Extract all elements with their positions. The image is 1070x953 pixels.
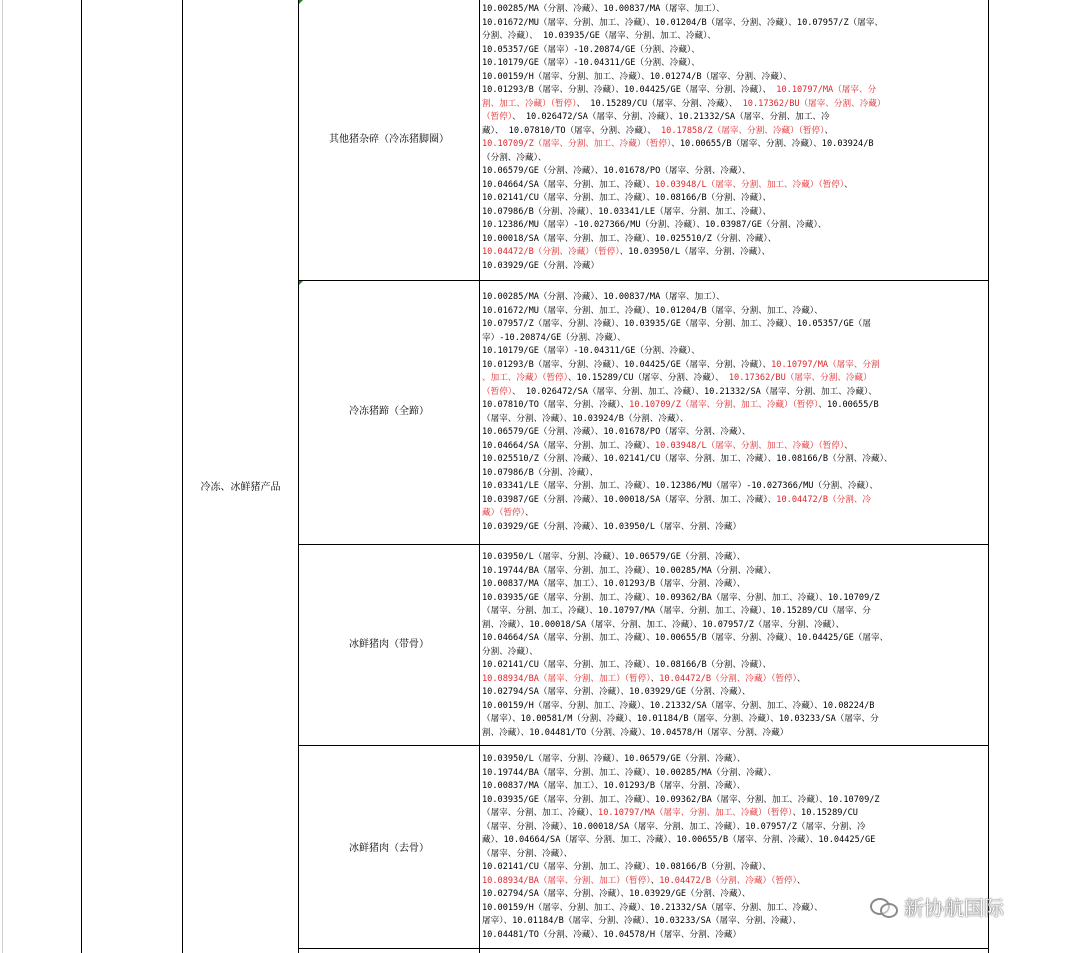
plant-entry: 10.03987/GE（分割、冷藏）、10.00018/SA（屠宰、分割、加工、冷藏）、 <box>482 494 777 505</box>
plant-list-line <box>482 521 986 535</box>
plant-entry: 、 <box>524 508 534 518</box>
plant-entry: 宰）-10.20874/GE（分割、冷藏）、 <box>482 332 626 343</box>
row-divider <box>298 544 989 545</box>
plant-entry: 割、冷藏）、10.04481/TO（分割、冷藏）、10.04578/H（屠宰、分割、冷藏） <box>482 727 789 738</box>
plant-entry: 10.19744/BA（屠宰、分割、加工、冷藏）、10.00285/MA（分割、冷藏）、 <box>482 565 777 576</box>
suspended-entry: 10.10797/MA（屠宰、分割 <box>771 359 880 370</box>
plant-entry: 10.00159/H（屠宰、分割、加工、冷藏）、10.21332/SA（屠宰、分割、加工、冷藏）、10.08224/B <box>482 700 875 711</box>
plant-list-line <box>482 794 986 808</box>
plant-entry: 10.03341/LE（屠宰、分割、加工、冷藏）、10.12386/MU（屠宰）-10.027366/MU（分割、冷藏）、 <box>482 481 878 491</box>
plant-list-line <box>482 233 986 247</box>
plant-entry: 10.04664/SA（屠宰、分割、加工、冷藏）、 <box>482 440 655 451</box>
plant-entry: 10.02141/CU（屠宰、分割、加工、冷藏）、10.08166/B（分割、冷藏）、 <box>482 862 772 872</box>
plant-entry: 10.00018/SA（屠宰、分割、加工、冷藏）、10.025510/Z（分割、冷藏）、 <box>482 233 777 244</box>
category-label: 冷冻、冰鲜猪产品 <box>200 482 281 493</box>
plant-entry: 藏）、 10.07810/TO（屠宰、分割、冷藏）、 <box>482 125 661 136</box>
plant-list-line <box>482 17 986 31</box>
plant-list-line <box>482 219 986 233</box>
plant-list-line <box>482 206 986 220</box>
plant-list-line <box>482 386 986 400</box>
plant-list-line <box>482 246 986 260</box>
row-divider <box>298 745 989 746</box>
plant-list-line <box>482 727 986 741</box>
column-divider <box>182 0 183 953</box>
plant-entry: 、 10.026472/SA（屠宰、分割、冷藏）、10.21332/SA（屠宰、分割、加工、冷 <box>512 112 830 122</box>
plant-list-line <box>482 605 986 619</box>
plant-entry: 、 10.026472/SA（屠宰、分割、加工、冷藏）、10.21332/SA（屠宰、分割、加工、冷藏）、 <box>512 386 877 397</box>
plant-list-line <box>482 780 986 794</box>
plant-entry: （屠宰、分割、加工、冷藏）、 <box>482 808 599 818</box>
suspended-entry: 10.10709/Z（屠宰、分割、加工、冷藏）（暂停） <box>482 139 672 149</box>
plant-entry: 屠宰）、10.01184/B（屠宰、分割、冷藏）、10.03233/SA（屠宰、分割、冷藏）、 <box>482 916 802 926</box>
plant-entry: 、 <box>844 440 853 451</box>
plant-entry: 10.12386/MU（屠宰）-10.027366/MU（分割、冷藏）、10.03987/GE（分割、冷藏）、 <box>482 220 827 230</box>
plant-list-line <box>482 686 986 700</box>
plant-list-line <box>482 767 986 781</box>
plant-entry: 10.07957/Z（屠宰、分割、冷藏）、10.03935/GE（屠宰、分割、加工、冷藏）、10.05357/GE（屠 <box>482 319 871 329</box>
plant-list-line <box>482 494 986 508</box>
plant-entry: 10.00837/MA（屠宰、加工）、10.01293/B（屠宰、分割、冷藏）、 <box>482 579 746 589</box>
plant-entry: 10.00285/MA（分割、冷藏）、10.00837/MA（屠宰、加工）、 <box>482 292 725 302</box>
suspended-entry: 10.04472/B（分割、冷 <box>776 494 872 505</box>
suspended-entry: （暂停） <box>482 386 513 397</box>
plant-list-line <box>482 875 986 889</box>
plant-list-line <box>482 84 986 98</box>
plant-entry: 、 <box>650 673 660 684</box>
plant-list-line <box>482 125 986 139</box>
suspended-entry: 10.08934/BA（屠宰、分割、加工）（暂停） <box>482 875 651 886</box>
suspended-entry: 割、加工、冷藏）（暂停） <box>482 98 577 109</box>
plant-entry: 10.02141/CU（屠宰、分割、加工、冷藏）、10.08166/B（分割、冷藏）、 <box>482 193 772 203</box>
plant-entry: 分割、冷藏）、 10.03935/GE（屠宰、分割、加工、冷藏）、 <box>482 31 716 41</box>
plant-entry: 10.01672/MU（屠宰、分割、加工、冷藏）、10.01204/B（屠宰、分割、冷藏）、10.07957/Z（屠宰、 <box>482 17 884 28</box>
plant-list-line <box>482 399 986 413</box>
suspended-entry: 10.10797/MA（屠宰、分割、加工、冷藏）（暂停） <box>598 808 793 818</box>
product-name: 冰鲜猪肉（去骨） <box>349 843 429 854</box>
plant-entry: 10.01293/B（屠宰、分割、冷藏）、10.04425/GE（屠宰、分割、冷藏）、 <box>482 359 772 370</box>
plant-entry: 10.06579/GE（分割、冷藏）、10.01678/PO（屠宰、分割、冷藏）、 <box>482 166 751 176</box>
plant-entry: 、10.03950/L（屠宰、分割、冷藏）、 <box>619 247 771 257</box>
plant-entry: 10.04664/SA（屠宰、分割、加工、冷藏）、10.00655/B（屠宰、分割、冷藏）、10.04425/GE（屠宰、 <box>482 633 889 643</box>
suspended-entry: （暂停） <box>482 112 513 122</box>
plant-entry: （屠宰、分割、冷藏）、10.00018/SA（屠宰、分割、加工、冷藏）、10.07957/Z（屠宰、分割、冷 <box>482 821 866 832</box>
plant-list-line <box>482 260 986 274</box>
suspended-entry: 藏）（暂停） <box>482 508 525 518</box>
plant-list-line <box>482 700 986 714</box>
plant-list <box>482 291 986 534</box>
row-divider <box>298 948 989 949</box>
plant-entry: 10.07986/B（分割、冷藏）、 <box>482 467 599 478</box>
product-name: 冰鲜猪肉（带骨） <box>349 639 429 650</box>
plant-entry: 10.00837/MA（屠宰、加工）、10.01293/B（屠宰、分割、冷藏）、 <box>482 781 746 791</box>
plant-list-line <box>482 291 986 305</box>
plant-list-line <box>482 426 986 440</box>
plant-entry: （屠宰、分割、加工、冷藏）、10.10797/MA（屠宰、分割、加工、冷藏）、10.15289/CU（屠宰、分 <box>482 606 871 616</box>
plant-entry: 、10.15289/CU（屠宰、分割、冷藏）、 <box>567 373 729 383</box>
plant-list-line <box>482 152 986 166</box>
plant-entry: 10.03950/L（屠宰、分割、冷藏）、10.06579/GE（分割、冷藏）、 <box>482 754 746 764</box>
plant-list-line <box>482 138 986 152</box>
plant-entry: 、 <box>796 875 806 886</box>
cell-comment-marker <box>299 281 303 285</box>
suspended-entry: 10.03948/L（屠宰、分割、加工、冷藏）（暂停） <box>654 440 845 451</box>
plant-list-line <box>482 71 986 85</box>
plant-entry: 、 <box>796 673 806 684</box>
plant-list-line <box>482 578 986 592</box>
plant-list-line <box>482 807 986 821</box>
plant-list-line <box>482 98 986 112</box>
suspended-entry: 10.04472/B（分割、冷藏）（暂停） <box>659 875 797 886</box>
watermark <box>870 892 1004 921</box>
sheet-edge <box>2 0 3 953</box>
plant-list-line <box>482 332 986 346</box>
plant-list-line <box>482 646 986 660</box>
plant-list-line <box>482 848 986 862</box>
plant-list-line <box>482 179 986 193</box>
plant-list-line <box>482 507 986 521</box>
plant-list <box>482 551 986 740</box>
plant-entry: 10.01293/B（屠宰、分割、冷藏）、10.04425/GE（屠宰、分割、冷藏）、 <box>482 85 777 95</box>
plant-entry: 分割、冷藏）、 <box>482 646 538 657</box>
plant-entry: 、10.00655/B <box>818 400 879 410</box>
plant-entry: 藏）、10.04664/SA（屠宰、分割、加工、冷藏）、10.00655/B（屠宰、分割、冷藏）、10.04425/GE <box>482 835 876 845</box>
suspended-entry: 10.10709/Z（屠宰、分割、加工、冷藏）（暂停） <box>629 400 819 410</box>
plant-entry: 10.10179/GE（屠宰）-10.04311/GE（分割、冷藏）、 <box>482 58 700 68</box>
plant-list-line <box>482 57 986 71</box>
plant-list-line <box>482 318 986 332</box>
row-divider <box>298 280 989 281</box>
plant-list-line <box>482 619 986 633</box>
plant-list-line <box>482 345 986 359</box>
plant-entry: 10.02794/SA（屠宰、分割、冷藏）、10.03929/GE（分割、冷藏）、 <box>482 687 751 697</box>
plant-entry: 10.05357/GE（屠宰）-10.20874/GE（分割、冷藏）、 <box>482 44 700 55</box>
plant-entry: 10.03950/L（屠宰、分割、冷藏）、10.06579/GE（分割、冷藏）、 <box>482 552 746 562</box>
plant-entry: 、10.00655/B（屠宰、分割、冷藏）、10.03924/B <box>671 139 874 149</box>
suspended-entry: 10.04472/B（分割、冷藏）（暂停） <box>482 247 620 257</box>
plant-list-line <box>482 467 986 481</box>
plant-entry: （分割、冷藏）、 <box>482 152 547 163</box>
plant-list-line <box>482 551 986 565</box>
plant-entry: 10.03935/GE（屠宰、分割、加工、冷藏）、10.09362/BA（屠宰、分割、加工、冷藏）、10.10709/Z <box>482 592 880 603</box>
plant-entry: 、 <box>824 125 834 136</box>
plant-list-line <box>482 565 986 579</box>
plant-entry: 、 <box>650 875 660 886</box>
plant-entry: 10.07810/TO（屠宰、分割、冷藏）、 <box>482 400 630 410</box>
plant-entry: 、 10.15289/CU（屠宰、分割、冷藏）、 <box>576 98 743 109</box>
plant-entry: 10.00159/H（屠宰、分割、加工、冷藏）、10.01274/B（屠宰、分割、冷藏）、 <box>482 71 792 82</box>
plant-entry: 10.02141/CU（屠宰、分割、加工、冷藏）、10.08166/B（分割、冷藏）、 <box>482 660 772 670</box>
plant-list-line <box>482 305 986 319</box>
product-name: 其他猪杂碎（冷冻猪脚圈） <box>329 134 449 145</box>
plant-entry: 10.06579/GE（分割、冷藏）、10.01678/PO（屠宰、分割、冷藏）、 <box>482 427 751 437</box>
plant-entry: （屠宰、分割、冷藏）、10.03924/B（分割、冷藏）、 <box>482 413 689 424</box>
plant-list-line <box>482 440 986 454</box>
wechat-icon <box>870 896 898 918</box>
plant-entry: 、10.15289/CU <box>792 808 858 818</box>
plant-list-line <box>482 165 986 179</box>
suspended-entry: 10.17362/BU（屠宰、分割、冷藏） <box>728 373 872 383</box>
plant-list-line <box>482 713 986 727</box>
plant-list-line <box>482 372 986 386</box>
plant-list-line <box>482 673 986 687</box>
plant-list-line <box>482 111 986 125</box>
plant-entry: 10.04481/TO（分割、冷藏）、10.04578/H（屠宰、分割、冷藏） <box>482 929 742 940</box>
column-divider <box>479 0 480 953</box>
plant-list-line <box>482 359 986 373</box>
plant-entry: 10.19744/BA（屠宰、分割、加工、冷藏）、10.00285/MA（分割、冷藏）、 <box>482 767 777 778</box>
plant-list-line <box>482 592 986 606</box>
suspended-entry: 10.17362/BU（屠宰、分割、冷藏） <box>742 98 886 109</box>
plant-list-line <box>482 834 986 848</box>
plant-list-line <box>482 44 986 58</box>
suspended-entry: 10.17858/Z（屠宰、分割、冷藏）（暂停） <box>660 125 825 136</box>
suspended-entry: 、加工、冷藏）（暂停） <box>482 373 568 383</box>
plant-entry: 10.03929/GE（分割、冷藏） <box>482 260 600 271</box>
plant-entry: 10.07986/B（分割、冷藏）、10.03341/LE（屠宰、分割、加工、冷藏）、 <box>482 206 772 217</box>
plant-list-line <box>482 821 986 835</box>
plant-entry: 10.00159/H（屠宰、分割、加工、冷藏）、10.21332/SA（屠宰、分割、加工、冷藏）、 <box>482 902 823 913</box>
suspended-entry: 10.08934/BA（屠宰、分割、加工）（暂停） <box>482 673 651 684</box>
plant-entry: 10.025510/Z（分割、冷藏）、10.02141/CU（屠宰、分割、加工、冷藏）、10.08166/B（分割、冷藏）、 <box>482 454 893 464</box>
plant-list-line <box>482 453 986 467</box>
suspended-entry: 10.04472/B（分割、冷藏）（暂停） <box>659 673 797 684</box>
plant-entry: （屠宰）、10.00581/M（分割、冷藏）、10.01184/B（屠宰、分割、冷藏）、10.03233/SA（屠宰、分 <box>482 714 879 724</box>
plant-entry: 、 <box>844 179 853 190</box>
plant-list-line <box>482 413 986 427</box>
suspended-entry: 10.10797/MA（屠宰、分 <box>776 85 877 95</box>
plant-entry: 10.03929/GE（分割、冷藏）、10.03950/L（屠宰、分割、冷藏） <box>482 521 742 532</box>
product-name: 冷冻猪蹄（全蹄） <box>349 406 429 417</box>
plant-list-line <box>482 632 986 646</box>
plant-entry: 10.04664/SA（屠宰、分割、加工、冷藏）、 <box>482 179 655 190</box>
plant-list-line <box>482 861 986 875</box>
plant-entry: （屠宰、分割、冷藏）、 <box>482 848 573 859</box>
watermark-text: 新协航国际 <box>904 896 1004 920</box>
cell-comment-marker <box>299 0 303 4</box>
plant-entry: 10.10179/GE（屠宰）-10.04311/GE（分割、冷藏）、 <box>482 346 700 356</box>
plant-list-line <box>482 480 986 494</box>
plant-list-line <box>482 3 986 17</box>
plant-list-line <box>482 30 986 44</box>
plant-entry: 10.00285/MA（分割、冷藏）、10.00837/MA（屠宰、加工）、 <box>482 4 725 14</box>
plant-entry: 割、冷藏）、10.00018/SA（屠宰、分割、加工、冷藏）、10.07957/Z（屠宰、分割、冷藏）、 <box>482 619 845 630</box>
column-divider <box>81 0 82 953</box>
column-divider <box>988 0 989 953</box>
plant-list-line <box>482 659 986 673</box>
plant-entry: 10.01672/MU（屠宰、分割、加工、冷藏）、10.01204/B（屠宰、分割、加工、冷藏）、 <box>482 305 823 316</box>
plant-entry: 10.03935/GE（屠宰、分割、加工、冷藏）、10.09362/BA（屠宰、分割、加工、冷藏）、10.10709/Z <box>482 794 880 805</box>
plant-list <box>482 3 986 273</box>
plant-list-line <box>482 192 986 206</box>
plant-list-line <box>482 753 986 767</box>
suspended-entry: 10.03948/L（屠宰、分割、加工、冷藏）（暂停） <box>654 179 845 190</box>
plant-list-line <box>482 929 986 943</box>
plant-entry: 10.02794/SA（屠宰、分割、冷藏）、10.03929/GE（分割、冷藏）、 <box>482 889 751 899</box>
